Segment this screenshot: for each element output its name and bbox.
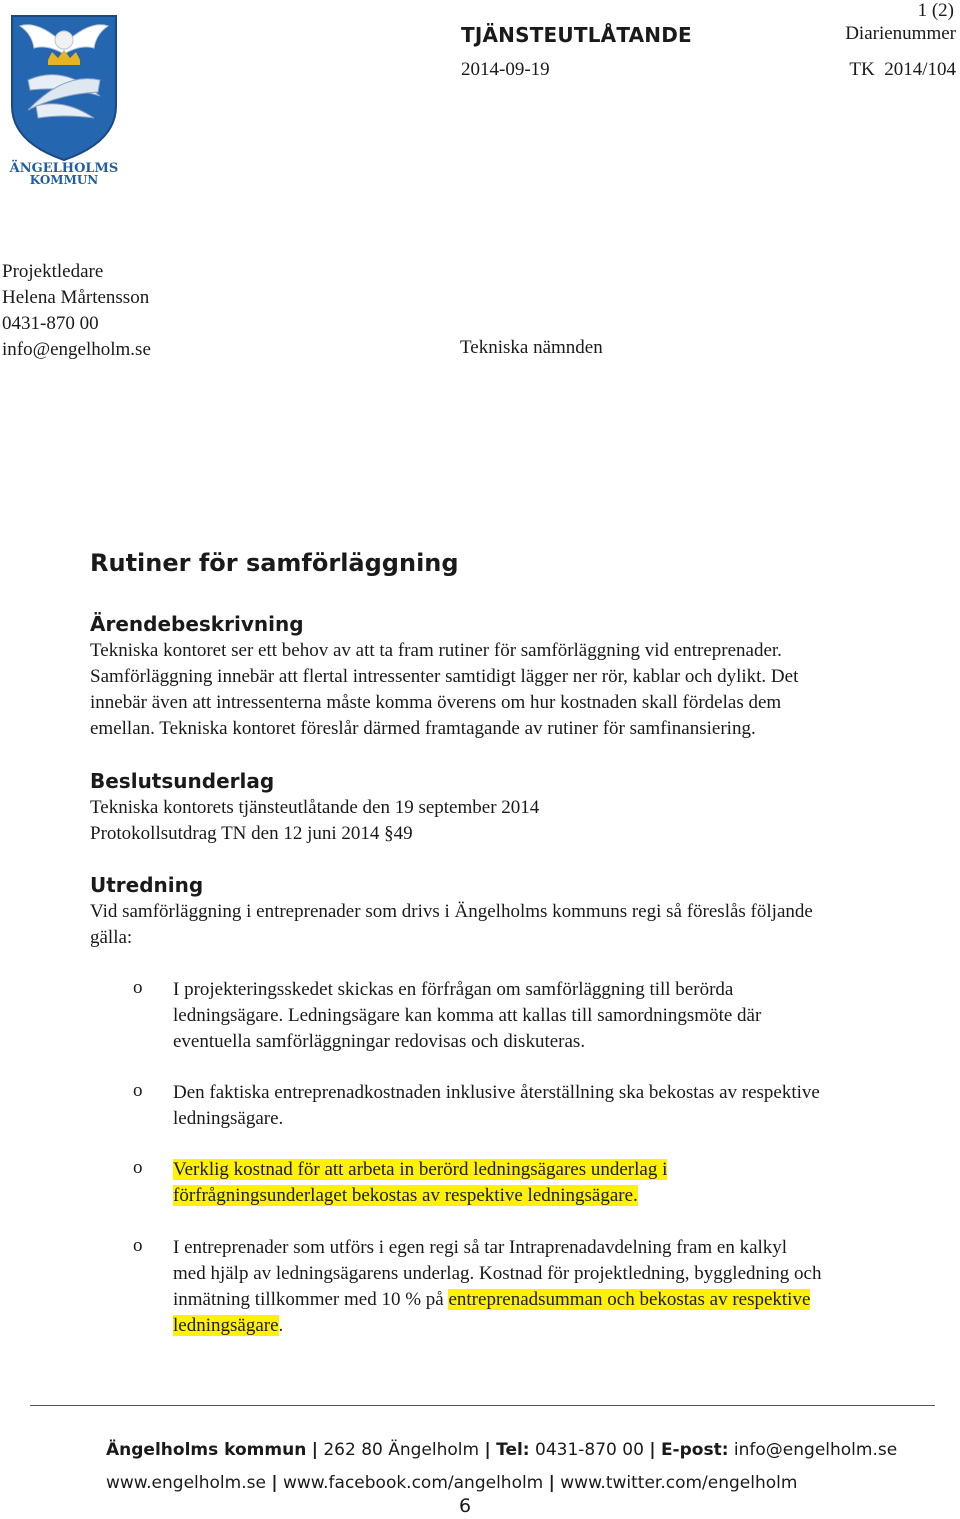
- bullet-marker: o: [133, 1235, 143, 1256]
- plain-text: .: [278, 1315, 284, 1336]
- bullet-marker: o: [133, 977, 143, 998]
- list-item: [173, 1235, 821, 1339]
- sender-block: [2, 259, 151, 363]
- plain-text: inmätning tillkommer med 10 % på: [173, 1289, 449, 1310]
- paragraph-line: Samförläggning innebär att flertal intressenter samtidigt lägger ner rör, kablar och dylikt. Det: [90, 666, 799, 687]
- list-item-line: Den faktiska entreprenadkostnaden inklusive återställning ska bekostas av respektive: [173, 1082, 820, 1103]
- list-item-line: ledningsägare.: [173, 1108, 284, 1129]
- footer-facebook-link[interactable]: www.facebook.com/angelholm: [282, 1473, 544, 1493]
- footer-separator: |: [649, 1440, 656, 1460]
- footer-tel: 0431-870 00: [535, 1440, 644, 1460]
- list-item-line: I entreprenader som utförs i egen regi så tar Intraprenadavdelning fram en kalkyl: [173, 1237, 788, 1258]
- footer-separator: |: [271, 1473, 278, 1493]
- sender-phone: 0431-870 00: [2, 313, 99, 334]
- highlighted-text: Verklig kostnad för att arbeta in berörd ledningsägares underlag i: [173, 1159, 668, 1180]
- footer-email-label: E-post:: [660, 1440, 729, 1460]
- footer-twitter-link[interactable]: www.twitter.com/engelholm: [560, 1473, 798, 1493]
- list-item: [173, 1080, 820, 1132]
- document-type: TJÄNSTEUTLÅTANDE: [461, 23, 692, 47]
- footer-contact-line: [106, 1440, 897, 1460]
- paragraph-line: Tekniska kontorets tjänsteutlåtande den 19 september 2014: [90, 797, 540, 818]
- paragraph-line: Vid samförläggning i entreprenader som drivs i Ängelholms kommuns regi så föreslås följande: [90, 901, 813, 922]
- sender-role: Projektledare: [2, 261, 104, 282]
- list-item-line: I projekteringsskedet skickas en förfrågan om samförläggning till berörda: [173, 979, 734, 1000]
- list-item-line: [173, 1287, 821, 1313]
- recipient: Tekniska nämnden: [460, 337, 603, 358]
- section-heading-beslut: Beslutsunderlag: [90, 769, 275, 793]
- footer-separator: |: [311, 1440, 318, 1460]
- list-item-line: eventuella samförläggningar redovisas och diskuteras.: [173, 1031, 586, 1052]
- highlighted-text: ledningsägare: [173, 1315, 279, 1336]
- list-item-highlighted: [173, 1157, 667, 1209]
- footer-address: 262 80 Ängelholm: [323, 1440, 480, 1460]
- highlighted-text: entreprenadsumman och bekostas av respektive: [448, 1289, 811, 1310]
- footer-page-number: 6: [459, 1495, 472, 1517]
- document-date: 2014-09-19: [461, 59, 550, 80]
- diarienummer-label: Diarienummer: [845, 23, 956, 44]
- municipality-logo: [8, 14, 120, 184]
- paragraph-line: emellan. Tekniska kontoret föreslår därmed framtagande av rutiner för samfinansiering.: [90, 718, 756, 739]
- highlighted-text: förfrågningsunderlaget bekostas av respektive ledningsägare.: [173, 1185, 638, 1206]
- logo-text-line2: KOMMUN: [29, 173, 99, 184]
- footer-org: Ängelholms kommun: [106, 1440, 307, 1460]
- utredning-paragraph: [90, 899, 813, 951]
- bullet-marker: o: [133, 1157, 143, 1178]
- sender-name: Helena Mårtensson: [2, 287, 150, 308]
- list-item: [173, 977, 761, 1055]
- footer-web-link[interactable]: www.engelholm.se: [106, 1473, 266, 1493]
- paragraph-line: Protokollsutdrag TN den 12 juni 2014 §49: [90, 823, 413, 844]
- list-item-line: ledningsägare. Ledningsägare kan komma att kallas till samordningsmöte där: [173, 1005, 762, 1026]
- list-item-line: [173, 1313, 821, 1339]
- footer-tel-label: Tel:: [496, 1440, 530, 1460]
- page-indicator: 1 (2): [917, 0, 954, 21]
- section-heading-utredning: Utredning: [90, 873, 204, 897]
- footer-separator: |: [548, 1473, 555, 1493]
- coat-of-arms-icon: [8, 14, 120, 184]
- paragraph-line: innebär även att intressenterna måste komma överens om hur kostnaden skall fördelas dem: [90, 692, 782, 713]
- list-item-line: med hjälp av ledningsägarens underlag. Kostnad för projektledning, byggledning och: [173, 1263, 822, 1284]
- beslut-paragraph: [90, 795, 539, 847]
- footer-separator: |: [484, 1440, 491, 1460]
- arende-paragraph: [90, 638, 798, 742]
- section-heading-arende: Ärendebeskrivning: [90, 612, 304, 636]
- footer-email[interactable]: info@engelholm.se: [733, 1440, 898, 1460]
- footer-links-line: [106, 1473, 797, 1493]
- diarienummer-value: TK 2014/104: [849, 59, 956, 80]
- sender-email[interactable]: info@engelholm.se: [2, 339, 151, 360]
- paragraph-line: Tekniska kontoret ser ett behov av att ta fram rutiner för samförläggning vid entreprenader.: [90, 640, 782, 661]
- page-title: Rutiner för samförläggning: [90, 549, 459, 577]
- footer-divider: [30, 1405, 935, 1406]
- logo-text-line1: ÄNGELHOLMS: [9, 161, 119, 176]
- bullet-marker: o: [133, 1080, 143, 1101]
- paragraph-line: gälla:: [90, 927, 133, 948]
